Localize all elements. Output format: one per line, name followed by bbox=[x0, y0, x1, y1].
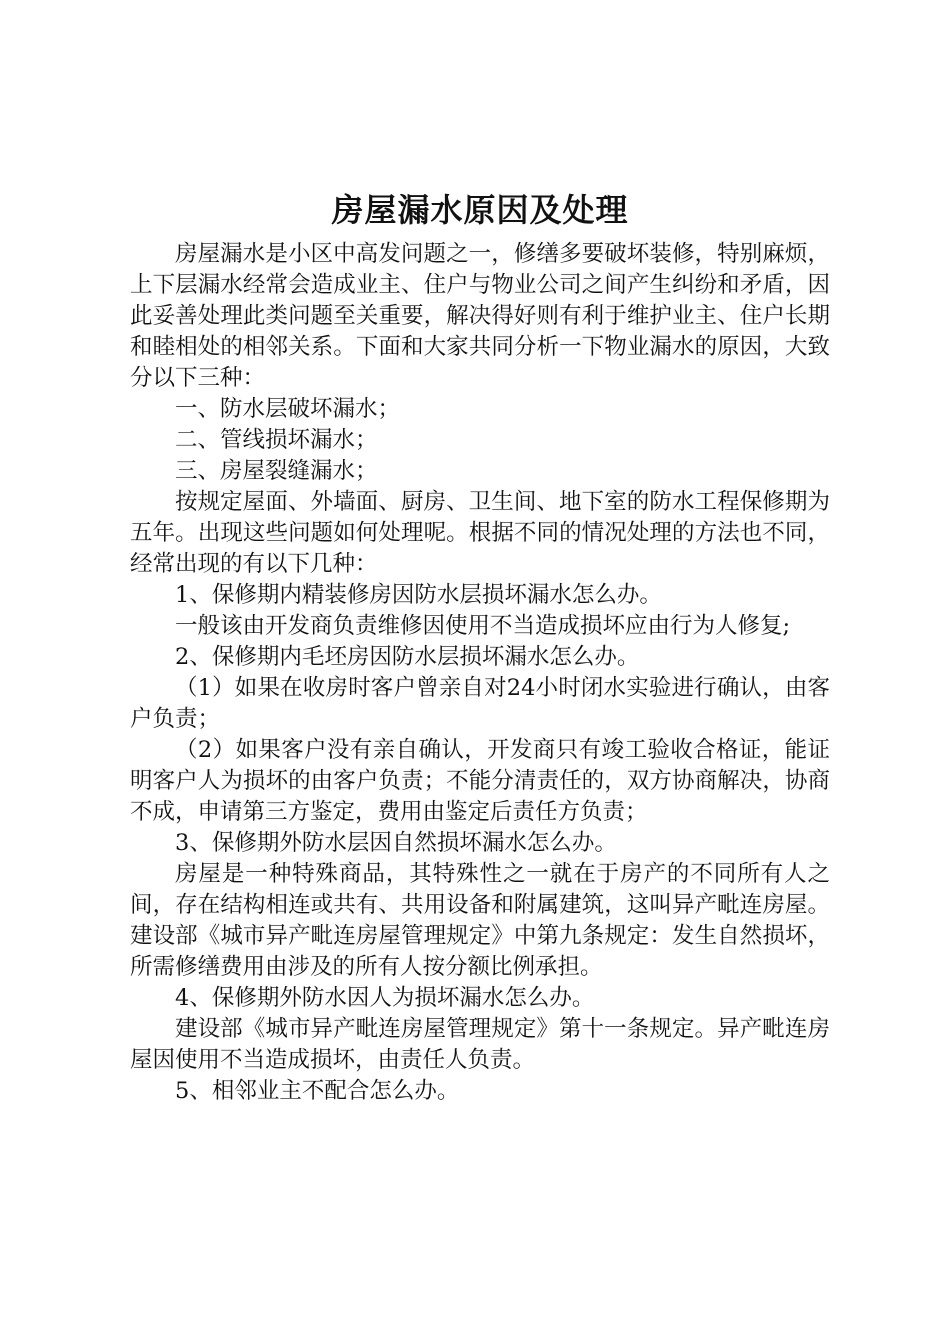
document-title: 房屋漏水原因及处理 bbox=[331, 191, 629, 229]
paragraph-cause-3: 三、房屋裂缝漏水； bbox=[175, 458, 378, 484]
paragraph-heading-3: 3、保修期外防水层因自然损坏漏水怎么办。 bbox=[175, 830, 617, 856]
paragraph-heading-5: 5、相邻业主不配合怎么办。 bbox=[175, 1078, 460, 1104]
document-body bbox=[130, 187, 830, 1107]
paragraph-warranty: 按规定屋面、外墙面、厨房、卫生间、地下室的防水工程保修期为五年。出现这些问题如何处理呢。根据不同的情况处理的方法也不同，经常出现的有以下几种： bbox=[130, 489, 830, 577]
paragraph-heading-4: 4、保修期外防水因人为损坏漏水怎么办。 bbox=[175, 985, 595, 1011]
paragraph-answer-3: 房屋是一种特殊商品，其特殊性之一就在于房产的不同所有人之间，存在结构相连或共有、共用设备和附属建筑，这叫异产毗连房屋。建设部《城市异产毗连房屋管理规定》中第九条规定：发生自然损坏，所需修缮费用由涉及的所有人按分额比例承担。 bbox=[130, 861, 830, 980]
paragraph-cause-1: 一、防水层破坏漏水； bbox=[175, 396, 401, 422]
paragraph-answer-2-2: （2）如果客户没有亲自确认，开发商只有竣工验收合格证，能证明客户人为损坏的由客户负责；不能分清责任的，双方协商解决，协商不成，申请第三方鉴定，费用由鉴定后责任方负责； bbox=[130, 737, 830, 825]
paragraph-intro: 房屋漏水是小区中高发问题之一，修缮多要破坏装修，特别麻烦，上下层漏水经常会造成业主、住户与物业公司之间产生纠纷和矛盾，因此妥善处理此类问题至关重要，解决得好则有利于维护业主、住户长期和睦相处的相邻关系。下面和大家共同分析一下物业漏水的原因，大致分以下三种： bbox=[130, 241, 830, 391]
paragraph-cause-2: 二、管线损坏漏水； bbox=[175, 427, 378, 453]
paragraph-heading-2: 2、保修期内毛坯房因防水层损坏漏水怎么办。 bbox=[175, 644, 640, 670]
paragraph-answer-2-1: （1）如果在收房时客户曾亲自对24小时闭水实验进行确认，由客户负责； bbox=[130, 675, 830, 732]
paragraph-heading-1: 1、保修期内精装修房因防水层损坏漏水怎么办。 bbox=[175, 582, 662, 608]
paragraph-answer-1: 一般该由开发商负责维修因使用不当造成损坏应由行为人修复; bbox=[175, 613, 791, 639]
paragraph-answer-4: 建设部《城市异产毗连房屋管理规定》第十一条规定。异产毗连房屋因使用不当造成损坏，由责任人负责。 bbox=[130, 1016, 830, 1073]
